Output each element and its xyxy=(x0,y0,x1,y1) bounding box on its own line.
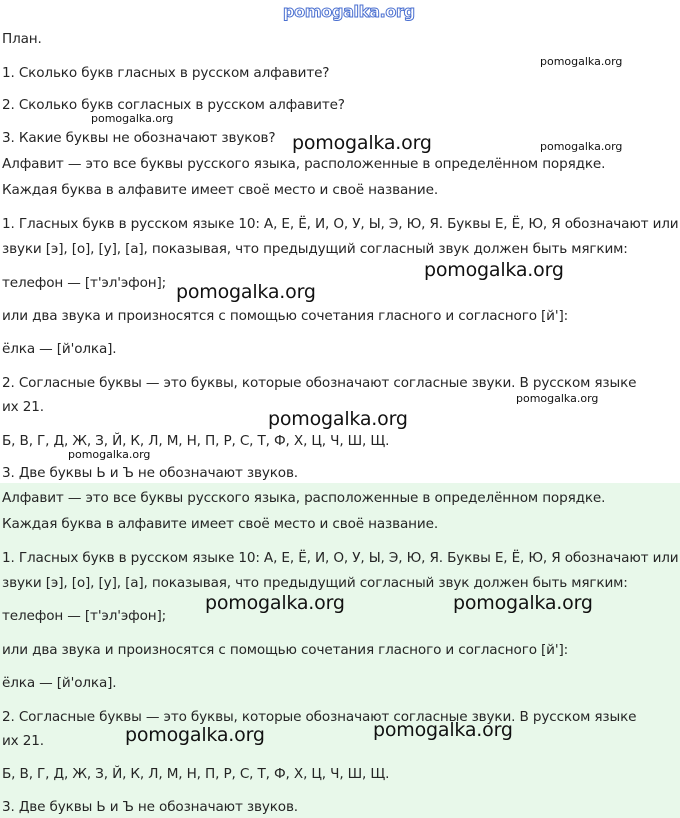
answer-consonants-list: Б, В, Г, Д, Ж, З, Й, К, Л, М, Н, П, Р, С, Т, Ф, Х, Ц, Ч, Ш, Щ. xyxy=(2,433,390,449)
answer-signs: 3. Две буквы Ь и Ъ не обозначают звуков. xyxy=(2,465,298,481)
watermark-large: pomogalka.org xyxy=(424,259,564,281)
highlight-consonants-list: Б, В, Г, Д, Ж, З, Й, К, Л, М, Н, П, Р, С, Т, Ф, Х, Ц, Ч, Ш, Щ. xyxy=(2,766,390,782)
highlight-signs: 3. Две буквы Ь и Ъ не обозначают звуков. xyxy=(2,799,298,815)
plan-question-3: 3. Какие буквы не обозначают звуков? xyxy=(2,130,276,146)
highlight-vowels-line-3: или два звука и произносятся с помощью сочетания гласного и согласного [й']: xyxy=(2,642,569,658)
answer-consonants-line-1: 2. Согласные буквы — это буквы, которые обозначают согласные звуки. В русском языке xyxy=(2,375,637,391)
site-logo[interactable]: pomogalka.org xyxy=(283,2,415,21)
answer-example-2: ёлка — [й'олка]. xyxy=(2,341,117,357)
watermark-large: pomogalka.org xyxy=(373,719,513,741)
watermark-large: pomogalka.org xyxy=(125,724,265,746)
watermark-small: pomogalka.org xyxy=(68,448,151,461)
watermark-large: pomogalka.org xyxy=(205,592,345,614)
answer-intro-line-1: Алфавит — это все буквы русского языка, расположенные в определённом порядке. xyxy=(2,156,606,172)
watermark-large: pomogalka.org xyxy=(268,408,408,430)
plan-question-2: 2. Сколько букв согласных в русском алфавите? xyxy=(2,97,345,113)
watermark-large: pomogalka.org xyxy=(176,281,316,303)
plan-title: План. xyxy=(2,31,42,47)
watermark-small: pomogalka.org xyxy=(91,112,174,125)
highlight-vowels-line-1: 1. Гласных букв в русском языке 10: А, Е, Ё, И, О, У, Ы, Э, Ю, Я. Буквы Е, Ё, Ю, Я обозначают или xyxy=(2,550,679,566)
watermark-large: pomogalka.org xyxy=(292,132,432,154)
highlight-consonants-line-1: 2. Согласные буквы — это буквы, которые обозначают согласные звуки. В русском языке xyxy=(2,709,637,725)
answer-example-1: телефон — [т'эл'эфон]; xyxy=(2,275,167,291)
highlight-example-1: телефон — [т'эл'эфон]; xyxy=(2,608,167,624)
highlight-intro-line-2: Каждая буква в алфавите имеет своё место и своё название. xyxy=(2,516,438,532)
plan-question-1: 1. Сколько букв гласных в русском алфавите? xyxy=(2,65,330,81)
highlight-intro-line-1: Алфавит — это все буквы русского языка, расположенные в определённом порядке. xyxy=(2,490,606,506)
answer-consonants-line-2: их 21. xyxy=(2,399,44,415)
answer-vowels-line-2: звуки [э], [о], [у], [а], показывая, что предыдущий согласный звук должен быть мягким: xyxy=(2,241,628,257)
highlight-vowels-line-2: звуки [э], [о], [у], [а], показывая, что предыдущий согласный звук должен быть мягким: xyxy=(2,575,628,591)
watermark-large: pomogalka.org xyxy=(453,592,593,614)
watermark-small: pomogalka.org xyxy=(516,392,599,405)
highlight-consonants-line-2: их 21. xyxy=(2,733,44,749)
answer-intro-line-2: Каждая буква в алфавите имеет своё место и своё название. xyxy=(2,182,438,198)
watermark-small: pomogalka.org xyxy=(540,140,623,153)
answer-vowels-line-1: 1. Гласных букв в русском языке 10: А, Е, Ё, И, О, У, Ы, Э, Ю, Я. Буквы Е, Ё, Ю, Я обозначают или xyxy=(2,216,679,232)
answer-vowels-line-3: или два звука и произносятся с помощью сочетания гласного и согласного [й']: xyxy=(2,308,569,324)
watermark-small: pomogalka.org xyxy=(540,55,623,68)
highlight-example-2: ёлка — [й'олка]. xyxy=(2,675,117,691)
